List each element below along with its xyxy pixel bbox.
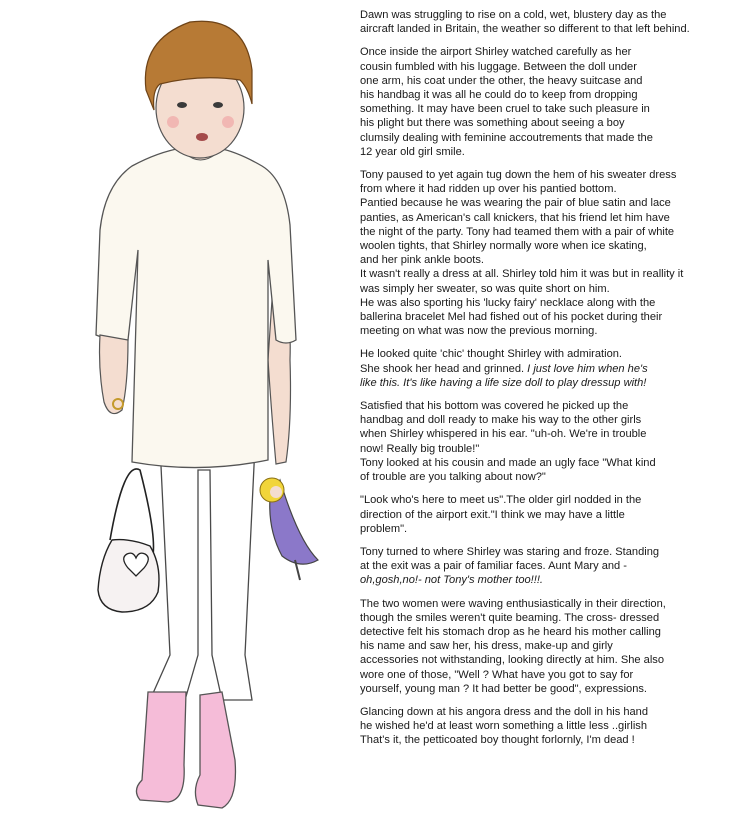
story-line-text: his handbag it was all he could do to keep from dropping	[360, 89, 638, 102]
story-paragraph	[360, 347, 728, 390]
story-line-text: Satisfied that his bottom was covered he picked up the	[360, 400, 629, 413]
story-line	[360, 60, 728, 74]
story-line	[360, 168, 728, 182]
story-line	[360, 131, 728, 145]
story-line-text: meeting on what was now the previous morning.	[360, 325, 598, 338]
story-line-text: the night of the party. Tony had teamed them with a pair of white	[360, 225, 675, 238]
story-line-text: He looked quite 'chic' thought Shirley with admiration.	[360, 348, 622, 361]
story-line-italic: like this. It's like having a life size doll to play dressup with!	[360, 376, 647, 389]
doll-icon	[260, 478, 318, 580]
sweater-dress	[96, 148, 296, 468]
left-cheek	[167, 116, 179, 128]
story-line-text: The two women were waving enthusiastically in their direction,	[360, 597, 666, 610]
story-line-text: Tony turned to where Shirley was staring and froze. Standing	[360, 545, 660, 558]
story-line	[360, 427, 728, 441]
story-line-text: Dawn was struggling to rise on a cold, wet, blustery day as the	[360, 9, 667, 21]
story-line	[360, 456, 728, 470]
story-line	[360, 362, 728, 376]
story-paragraph	[360, 45, 728, 159]
story-line-text: his name and saw her, his dress, make-up and girly	[360, 640, 613, 653]
story-line-text: Tony looked at his cousin and made an ugly face "What kind	[360, 456, 656, 469]
story-line-text: ballerina bracelet Mel had fished out of his pocket during their	[360, 311, 663, 324]
left-boot	[136, 692, 186, 802]
story-paragraph	[360, 597, 728, 696]
story-line	[360, 639, 728, 653]
story-line-text: now! Really big trouble!"	[360, 442, 480, 455]
story-line	[360, 74, 728, 88]
story-line-italic: I just love him when he's	[527, 362, 648, 375]
story-paragraph	[360, 168, 728, 338]
story-line-text: Once inside the airport Shirley watched carefully as her	[360, 46, 632, 59]
story-line	[360, 719, 728, 733]
story-line-text: Pantied because he was wearing the pair of blue satin and lace	[360, 197, 671, 210]
story-line-text: It wasn't really a dress at all. Shirley told him it was but in reallity it	[360, 268, 684, 281]
story-line	[360, 413, 728, 427]
story-line	[360, 705, 728, 719]
story-line	[360, 522, 728, 536]
story-line	[360, 399, 728, 413]
story-line	[360, 347, 728, 361]
story-line	[360, 22, 728, 36]
story-line-italic: oh,gosh,no!- not Tony's mother too!!!.	[360, 574, 544, 587]
heart-handbag-icon	[98, 469, 159, 612]
story-line-text: yourself, young man ? It had better be good", expressions.	[360, 682, 648, 695]
story-line-text: 12 year old girl smile.	[360, 145, 465, 158]
story-line-text: She shook her head and grinned.	[360, 362, 528, 375]
right-cheek	[222, 116, 234, 128]
story-line-text: at the exit was a pair of familiar faces. Aunt Mary and -	[360, 560, 627, 573]
story-line-text: something. It may have been cruel to take such pleasure in	[360, 103, 650, 116]
story-line-text: one arm, his coat under the other, the heavy suitcase and	[360, 74, 643, 87]
story-line	[360, 282, 728, 296]
story-line-text: accessories not withstanding, looking directly at him. She also	[360, 654, 665, 667]
story-line	[360, 102, 728, 116]
story-line	[360, 442, 728, 456]
left-eye	[177, 102, 187, 108]
right-boot	[195, 692, 235, 808]
story-line	[360, 253, 728, 267]
story-line	[360, 493, 728, 507]
story-line-text: That's it, the petticoated boy thought forlornly, I'm dead !	[360, 734, 635, 747]
story-line	[360, 182, 728, 196]
story-line-text: direction of the airport exit."I think we may have a little	[360, 508, 625, 521]
story-line-text: he wished he'd at least worn something a little less ..girlish	[360, 720, 648, 733]
story-line	[360, 545, 728, 559]
tights	[150, 445, 255, 700]
story-line-text: was simply her sweater, so was quite short on him.	[360, 282, 610, 295]
story-line	[360, 196, 728, 210]
story-line-text: his plight but there was something about seeing a boy	[360, 117, 625, 130]
story-paragraph	[360, 399, 728, 484]
story-line-text: though the smiles weren't quite beaming. The cross- dressed	[360, 611, 660, 624]
story-line	[360, 239, 728, 253]
story-line-text: wore one of those, "Well ? What have you got to say for	[360, 668, 634, 681]
story-line-text: problem".	[360, 522, 408, 535]
story-line	[360, 296, 728, 310]
illustration	[0, 0, 355, 823]
story-line	[360, 225, 728, 239]
story-line-text: clumsily dealing with feminine accoutrements that made the	[360, 131, 653, 144]
story-line	[360, 376, 728, 390]
story-line	[360, 573, 728, 587]
story-line-text: handbag and doll ready to make his way to the other girls	[360, 414, 642, 427]
right-eye	[213, 102, 223, 108]
story-line	[360, 597, 728, 611]
story-line-text: from where it had ridden up over his pantied bottom.	[360, 183, 617, 196]
story-line-text: of trouble are you talking about now?"	[360, 471, 546, 484]
story-line	[360, 45, 728, 59]
mouth	[196, 133, 208, 141]
story-line	[360, 559, 728, 573]
story-line-text: detective felt his stomach drop as he heard his mother calling	[360, 625, 661, 638]
story-line-text: panties, as American's call knickers, that his friend let him have	[360, 211, 670, 224]
story-line	[360, 211, 728, 225]
story-paragraph	[360, 8, 728, 36]
person-in-sweater-dress	[96, 21, 296, 808]
story-line	[360, 668, 728, 682]
story-line	[360, 611, 728, 625]
story-line-text: aircraft landed in Britain, the weather so different to that left behind.	[360, 23, 690, 36]
story-line-text: woolen tights, that Shirley normally wore when ice skating,	[360, 240, 647, 253]
story-line	[360, 470, 728, 484]
story-line	[360, 310, 728, 324]
story-line	[360, 116, 728, 130]
story-line	[360, 8, 728, 22]
story-line	[360, 733, 728, 747]
story-line	[360, 145, 728, 159]
story-line	[360, 267, 728, 281]
story-line	[360, 682, 728, 696]
story-line-text: cousin fumbled with his luggage. Between the doll under	[360, 60, 637, 73]
story-paragraph	[360, 493, 728, 536]
story-line	[360, 625, 728, 639]
story-line	[360, 508, 728, 522]
story-paragraph	[360, 545, 728, 588]
story-line-text: when Shirley whispered in his ear. "uh-oh. We're in trouble	[360, 428, 647, 441]
story-paragraph	[360, 705, 728, 748]
story-line	[360, 88, 728, 102]
story-line-text: Glancing down at his angora dress and the doll in his hand	[360, 705, 649, 718]
story-text	[360, 8, 728, 757]
story-line-text: and her pink ankle boots.	[360, 254, 484, 267]
story-line-text: "Look who's here to meet us".The older girl nodded in the	[360, 494, 642, 507]
story-line-text: Tony paused to yet again tug down the hem of his sweater dress	[360, 169, 677, 182]
story-line-text: He was also sporting his 'lucky fairy' necklace along with the	[360, 296, 656, 309]
story-line	[360, 324, 728, 338]
story-line	[360, 653, 728, 667]
